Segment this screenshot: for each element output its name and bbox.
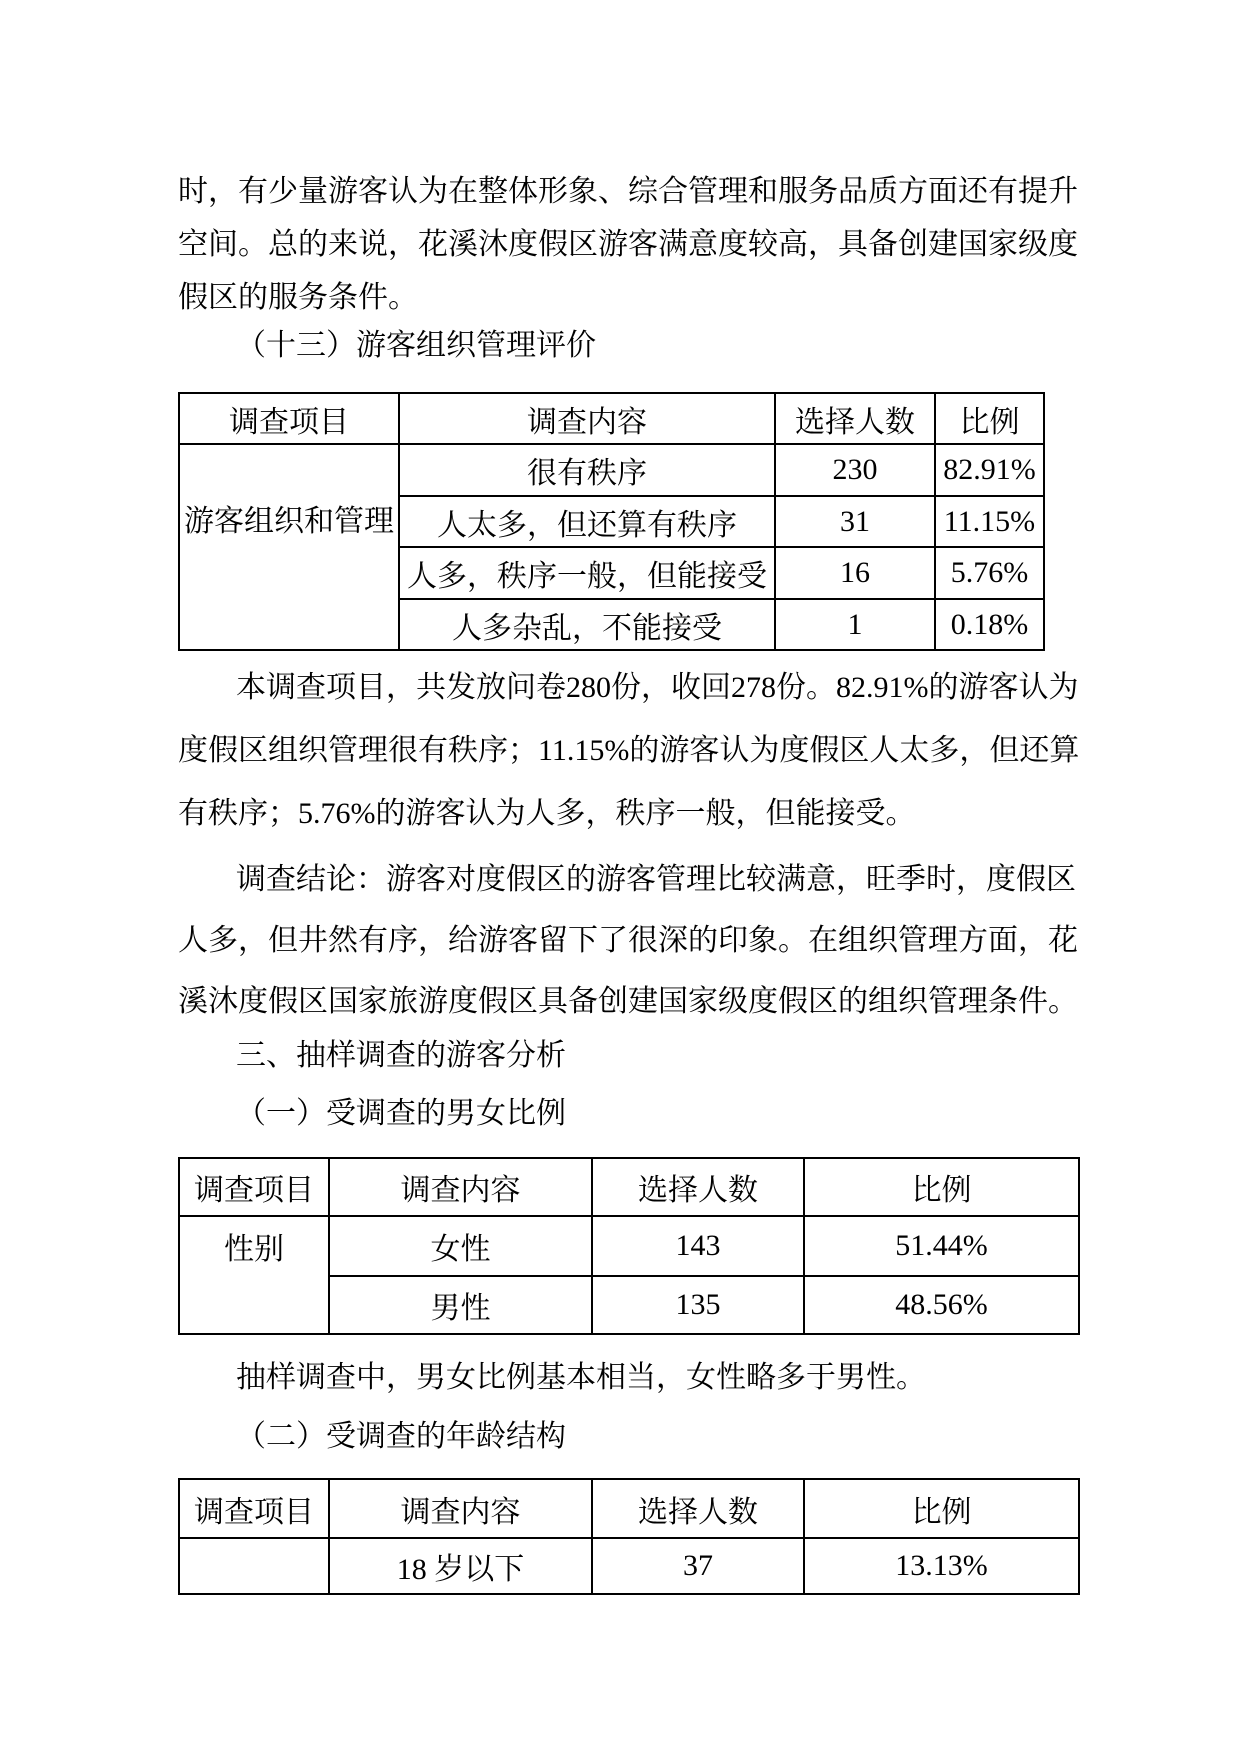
intro-line-3: 假区的服务条件。: [178, 281, 418, 314]
cell-ratio: 13.13%: [804, 1538, 1079, 1594]
cell-ratio: 5.76%: [935, 547, 1044, 599]
header-cell-content: 调查内容: [329, 1479, 592, 1538]
subsection-2-heading: （二）受调查的年龄结构: [236, 1420, 566, 1453]
gender-note: 抽样调查中，男女比例基本相当，女性略多于男性。: [236, 1361, 926, 1394]
header-cell-ratio: 比例: [804, 1158, 1079, 1216]
group-cell-empty: [179, 1538, 329, 1594]
age-structure-table: [178, 1478, 1080, 1595]
cell-count: 1: [775, 599, 935, 650]
cell-count: 143: [592, 1216, 804, 1276]
cell-ratio: 82.91%: [935, 444, 1044, 496]
cell-content: 人太多，但还算有秩序: [399, 496, 775, 547]
cell-count: 135: [592, 1276, 804, 1334]
group-label: 性别: [224, 1233, 284, 1266]
group-cell: [179, 1216, 329, 1334]
cell-content: 人多杂乱，不能接受: [399, 599, 775, 650]
group-label: 游客组织和管理: [184, 505, 394, 538]
header-cell-item: 调查项目: [179, 393, 399, 444]
cell-content: 男性: [329, 1276, 592, 1334]
cell-count: 31: [775, 496, 935, 547]
header-cell-item: 调查项目: [179, 1158, 329, 1216]
header-cell-ratio: 比例: [804, 1479, 1079, 1538]
conclusion-line-3: 溪沐度假区国家旅游度假区具备创建国家级度假区的组织管理条件。: [178, 985, 1078, 1018]
section-13-heading: （十三）游客组织管理评价: [236, 329, 596, 362]
cell-content: 人多，秩序一般，但能接受: [399, 547, 775, 599]
subsection-1-heading: （一）受调查的男女比例: [236, 1097, 566, 1130]
analysis-line-2: 度假区组织管理很有秩序；11.15%的游客认为度假区人太多，但还算: [178, 734, 1080, 767]
header-cell-content: 调查内容: [399, 393, 775, 444]
conclusion-line-2: 人多，但井然有序，给游客留下了很深的印象。在组织管理方面，花: [178, 924, 1078, 957]
table-row: [179, 1538, 1079, 1594]
table-header-row: [179, 1158, 1079, 1216]
header-cell-count: 选择人数: [592, 1479, 804, 1538]
intro-line-1: 时，有少量游客认为在整体形象、综合管理和服务品质方面还有提升: [178, 175, 1078, 208]
cell-ratio: 0.18%: [935, 599, 1044, 650]
analysis-line-1: 本调查项目，共发放问卷280份，收回278份。82.91%的游客认为: [236, 671, 1079, 704]
intro-line-2: 空间。总的来说，花溪沐度假区游客满意度较高，具备创建国家级度: [178, 228, 1078, 261]
header-cell-count: 选择人数: [775, 393, 935, 444]
header-cell-ratio: 比例: [935, 393, 1044, 444]
cell-ratio: 51.44%: [804, 1216, 1079, 1276]
cell-count: 230: [775, 444, 935, 496]
visitor-organization-table: [178, 392, 1045, 651]
cell-content: 很有秩序: [399, 444, 775, 496]
group-cell: [179, 444, 399, 650]
table-header-row: [179, 393, 1044, 444]
cell-content: 18 岁以下: [329, 1538, 592, 1594]
table-row: [179, 1216, 1079, 1276]
cell-count: 16: [775, 547, 935, 599]
analysis-line-3: 有秩序；5.76%的游客认为人多，秩序一般，但能接受。: [178, 797, 916, 830]
section-3-heading: 三、抽样调查的游客分析: [236, 1039, 566, 1072]
cell-content: 女性: [329, 1216, 592, 1276]
cell-count: 37: [592, 1538, 804, 1594]
gender-ratio-table: [178, 1157, 1080, 1335]
cell-ratio: 11.15%: [935, 496, 1044, 547]
cell-ratio: 48.56%: [804, 1276, 1079, 1334]
conclusion-line-1: 调查结论：游客对度假区的游客管理比较满意，旺季时，度假区: [236, 863, 1076, 896]
table-header-row: [179, 1479, 1079, 1538]
header-cell-count: 选择人数: [592, 1158, 804, 1216]
table-row: [179, 444, 1044, 496]
header-cell-content: 调查内容: [329, 1158, 592, 1216]
header-cell-item: 调查项目: [179, 1479, 329, 1538]
